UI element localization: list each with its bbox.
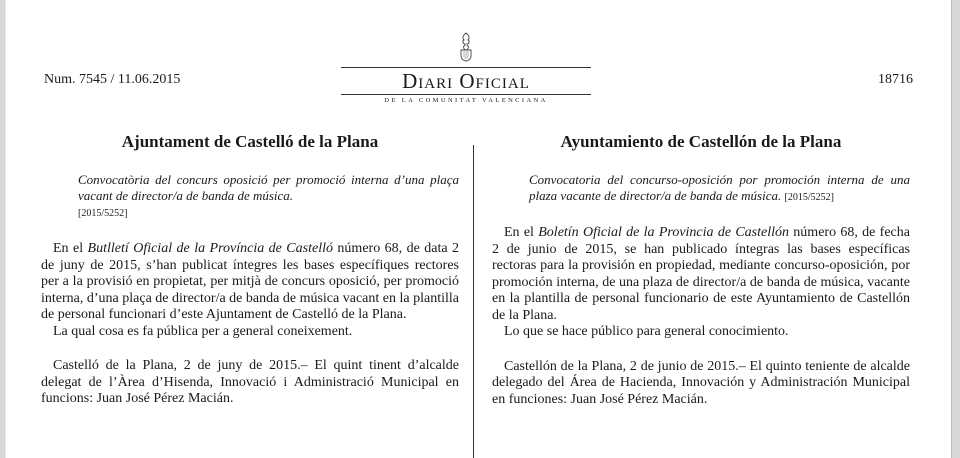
column-heading: Ajuntament de Castelló de la Plana: [121, 132, 379, 151]
bulletin-name: Butlletí Oficial de la Província de Castelló: [87, 241, 333, 256]
page-number: 18716: [878, 72, 913, 87]
issue-number: Num. 7545 / 11.06.2015: [44, 72, 181, 87]
column-heading: Ayuntamiento de Castellón de la Plana: [560, 132, 842, 151]
body-paragraph: Lo que se hace público para general conocimiento.: [504, 324, 789, 339]
masthead-rule-bottom: [341, 94, 591, 95]
abstract-text: Convocatoria del concurso-oposición por promoción interna de una plaza vacante de director/a de banda de música.: [529, 172, 910, 203]
body-paragraph: [41, 241, 459, 324]
signature-block: Castellón de la Plana, 2 de junio de 2015.– El quinto teniente de alcalde delegado del Área de Hacienda, Innovación y Administración Municipal en funciones: Juan José Pérez Macián.: [492, 358, 910, 407]
page-header: [6, 0, 951, 104]
announcement-abstract: [78, 172, 459, 222]
bulletin-name: Boletín Oficial de la Provincia de Castellón: [538, 225, 790, 240]
abstract-text: Convocatòria del concurs oposició per promoció interna d’una plaça vacant de director/a de banda de música.: [78, 172, 459, 203]
masthead-subtitle: DE LA COMUNITAT VALENCIANA: [384, 97, 548, 104]
masthead-rule-top: [341, 67, 591, 68]
body-paragraph: [492, 225, 910, 324]
body-text-lead: En el: [504, 225, 539, 240]
column-divider: [473, 145, 474, 458]
body-text-lead: En el: [53, 241, 88, 256]
document-page: [5, 0, 952, 458]
column-valencian: [41, 132, 459, 408]
body-text-rest: número 68, de fecha 2 de junio de 2015, se han publicado íntegras las bases específicas rectoras para la provisión en propiedad, mediante concurso-oposición, por promoción interna, de una plaza de director/a de banda de música, vacante en la plantilla de personal funcionario de este Ayuntamiento de Castellón de la Plana.: [492, 225, 910, 323]
body-text-rest: número 68, de data 2 de juny de 2015, s’han publicat íntegres les bases específiques rectores per a la provisió en propietat, per mitjà de concurs oposició, per promoció interna, d’una plaça de director/a de banda de música vacant en la plantilla de personal funcionari d’este Ajuntament de Castelló de la Plana.: [41, 241, 459, 322]
masthead: [331, 30, 601, 104]
column-spanish: [492, 132, 910, 408]
reference-number: [2015/5252]: [78, 208, 128, 219]
reference-number: [2015/5252]: [784, 192, 834, 203]
body-paragraph: La qual cosa es fa pública per a general coneixement.: [53, 323, 353, 339]
signature-block: Castelló de la Plana, 2 de juny de 2015.– El quint tinent d’alcalde delegat de l’Àrea d’Hisenda, Innovació i Administració Municipal en funcions: Juan José Pérez Macián.: [41, 358, 459, 406]
announcement-body: [492, 225, 910, 341]
announcement-body: [41, 241, 459, 340]
announcement-abstract: [529, 172, 910, 206]
heraldic-bat-emblem-icon: [457, 32, 475, 62]
masthead-title: Diari Oficial: [402, 69, 530, 93]
